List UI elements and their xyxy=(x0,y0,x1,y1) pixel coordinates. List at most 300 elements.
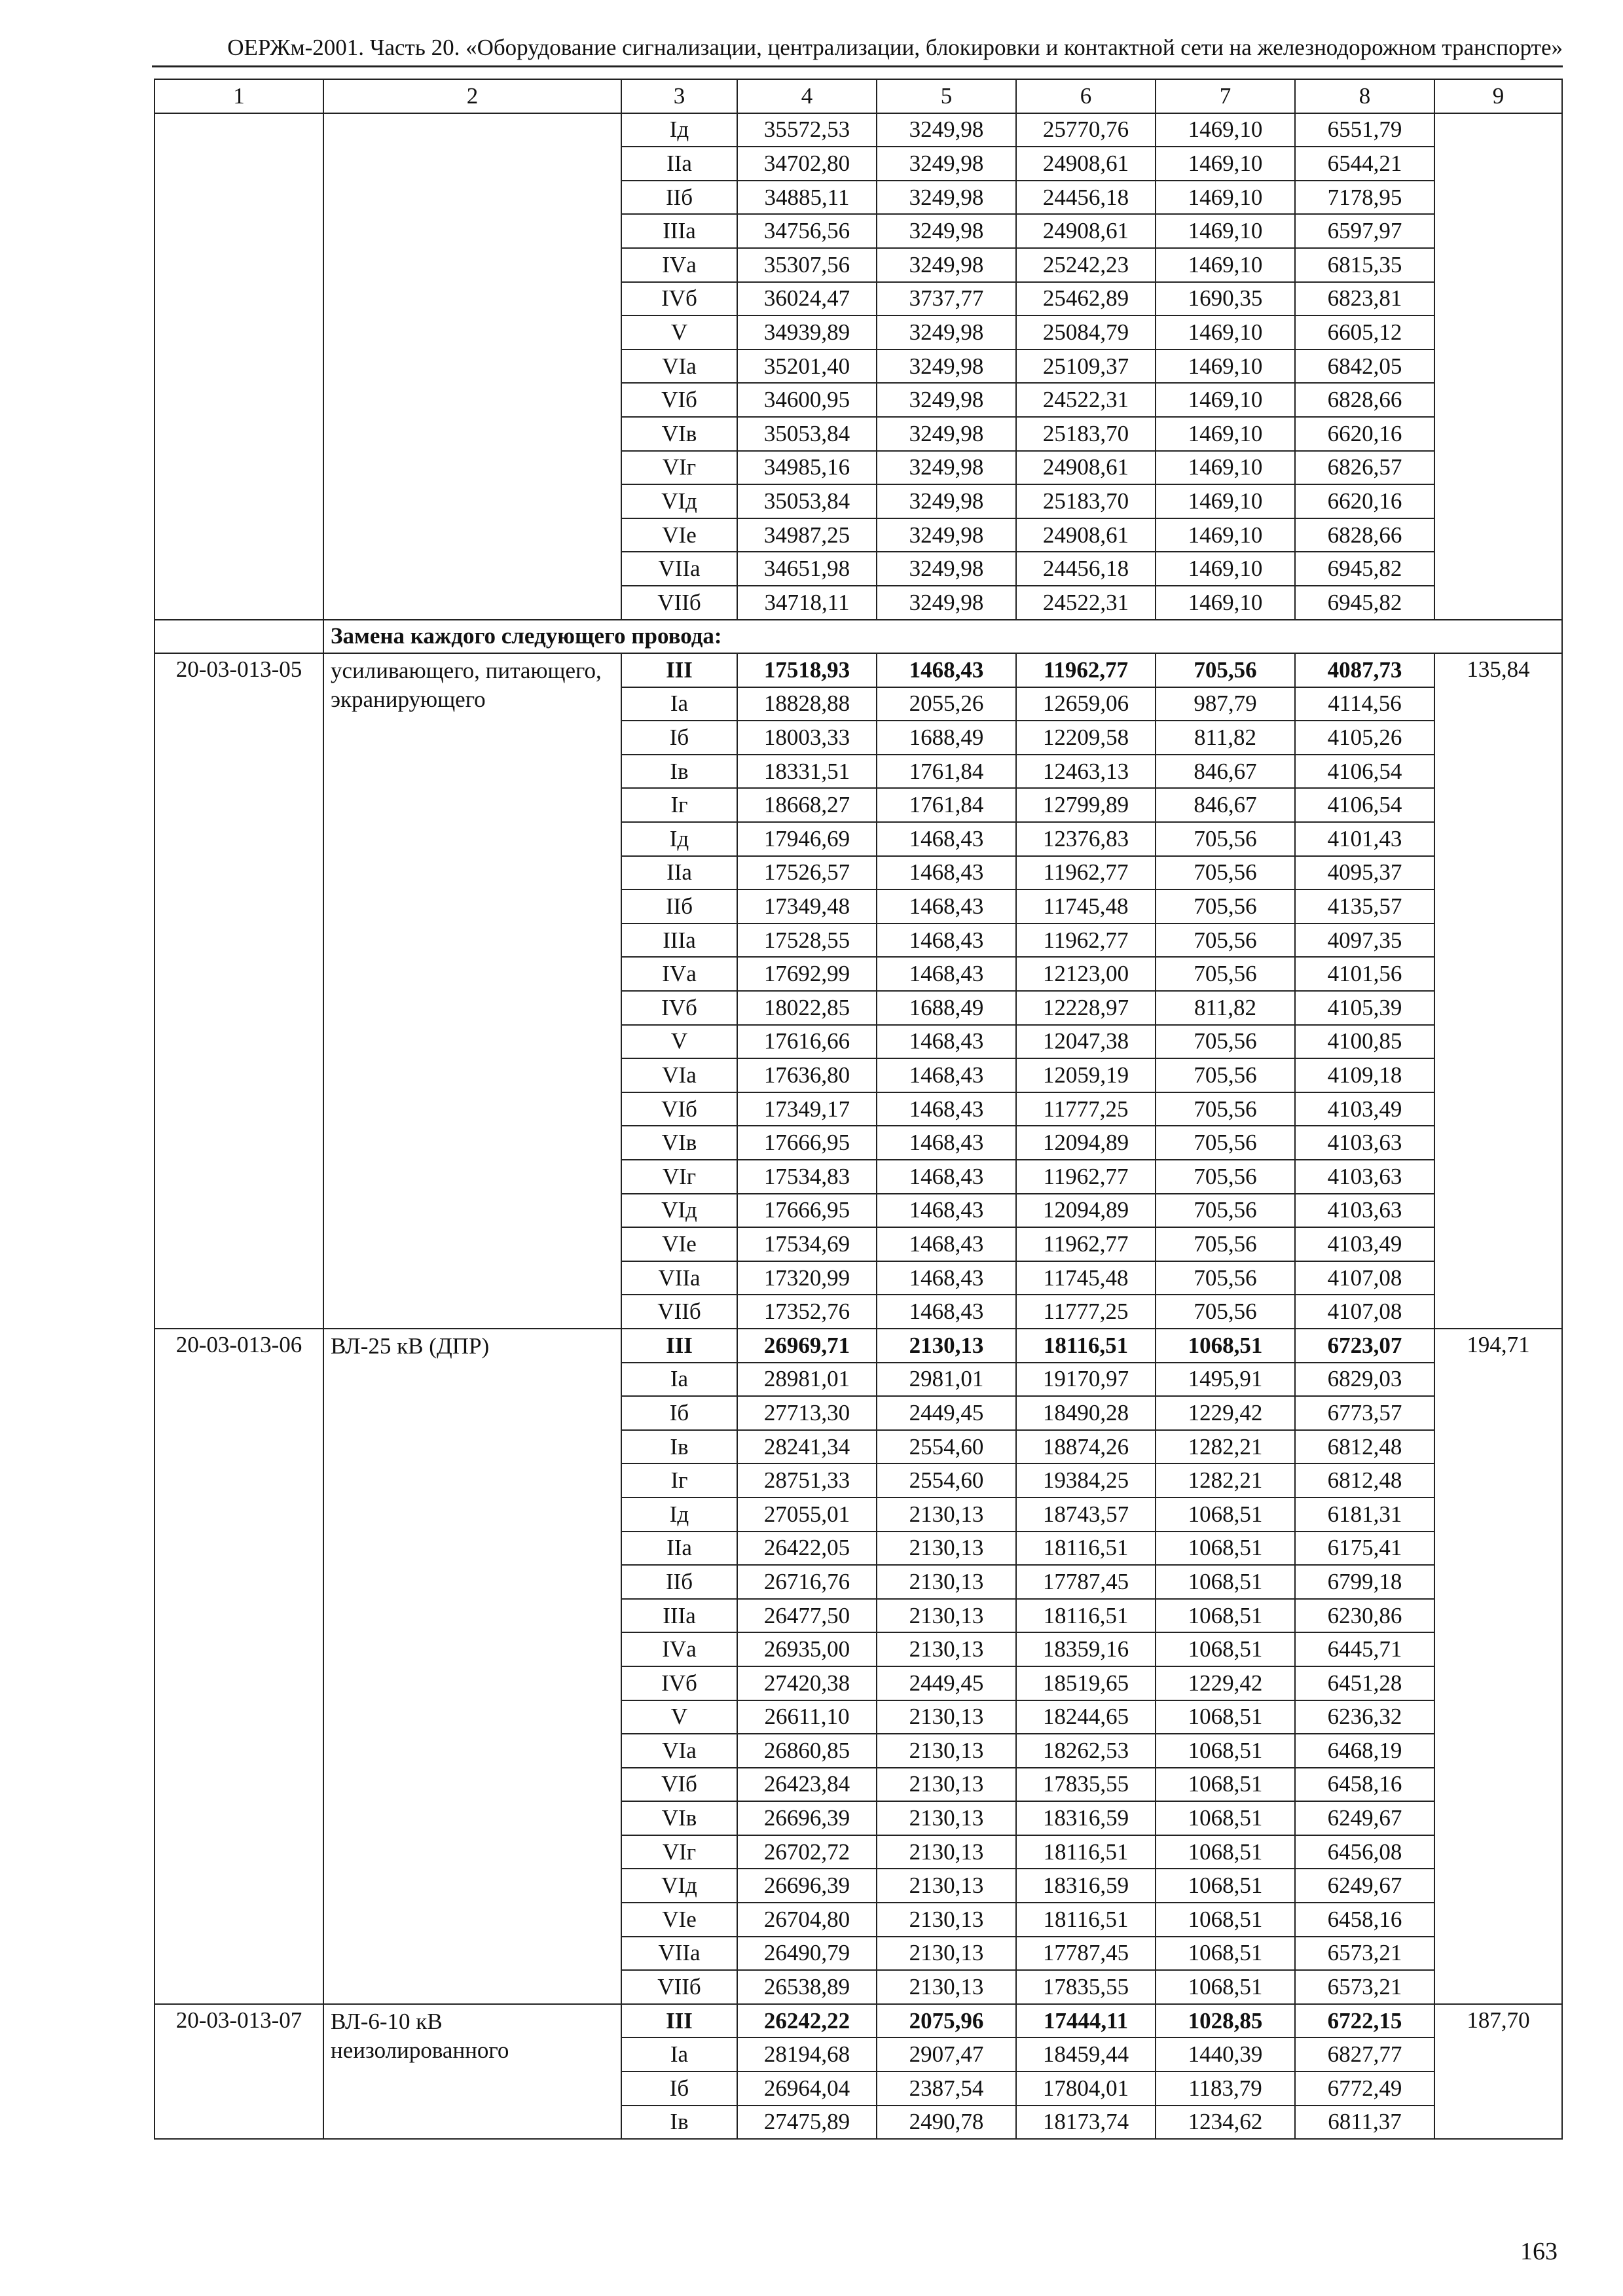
value-cell: 17946,69 xyxy=(737,822,877,856)
column-header: 3 xyxy=(621,79,737,113)
value-cell: 6815,35 xyxy=(1295,248,1434,282)
class-cell: V xyxy=(621,1025,737,1059)
value-cell: 1068,51 xyxy=(1156,1903,1295,1937)
name-cell xyxy=(323,113,621,620)
value-cell: 17636,80 xyxy=(737,1058,877,1092)
value-cell: 27475,89 xyxy=(737,2106,877,2140)
class-cell: VIIа xyxy=(621,552,737,586)
value-cell: 25109,37 xyxy=(1016,350,1156,384)
value-cell: 18459,44 xyxy=(1016,2037,1156,2072)
value-cell: 6842,05 xyxy=(1295,350,1434,384)
value-cell: 6551,79 xyxy=(1295,113,1434,147)
class-cell: V xyxy=(621,315,737,350)
class-cell: VIб xyxy=(621,1768,737,1802)
value-cell: 6620,16 xyxy=(1295,417,1434,451)
value-cell: 6236,32 xyxy=(1295,1700,1434,1734)
value-cell: 3737,77 xyxy=(877,282,1016,316)
value-cell: 17352,76 xyxy=(737,1295,877,1329)
value-cell: 6773,57 xyxy=(1295,1396,1434,1430)
value-cell: 3249,98 xyxy=(877,350,1016,384)
section-title: Замена каждого следующего провода: xyxy=(323,620,1562,654)
value-cell: 26423,84 xyxy=(737,1768,877,1802)
value-cell: 1469,10 xyxy=(1156,350,1295,384)
value-cell: 17787,45 xyxy=(1016,1565,1156,1599)
class-cell: VIIа xyxy=(621,1261,737,1295)
value-cell: 6827,77 xyxy=(1295,2037,1434,2072)
class-cell: IVб xyxy=(621,991,737,1025)
column-header: 9 xyxy=(1434,79,1562,113)
value-cell: 1229,42 xyxy=(1156,1396,1295,1430)
value-cell: 26538,89 xyxy=(737,1970,877,2004)
value-cell: 26422,05 xyxy=(737,1532,877,1566)
value-cell: 3249,98 xyxy=(877,518,1016,552)
value-cell: 26696,39 xyxy=(737,1869,877,1903)
value-cell: 18490,28 xyxy=(1016,1396,1156,1430)
value-cell: 2449,45 xyxy=(877,1396,1016,1430)
column-header: 7 xyxy=(1156,79,1295,113)
value-cell: 4114,56 xyxy=(1295,687,1434,721)
value-cell: 2130,13 xyxy=(877,1801,1016,1835)
value-cell: 4107,08 xyxy=(1295,1261,1434,1295)
value-cell: 6945,82 xyxy=(1295,586,1434,620)
value-cell: 4107,08 xyxy=(1295,1295,1434,1329)
value-cell: 6230,86 xyxy=(1295,1599,1434,1633)
value-cell: 1068,51 xyxy=(1156,1801,1295,1835)
value-cell: 2055,26 xyxy=(877,687,1016,721)
value-cell: 6456,08 xyxy=(1295,1835,1434,1869)
value-cell: 26935,00 xyxy=(737,1632,877,1666)
class-cell: VIд xyxy=(621,1869,737,1903)
value-cell: 18244,65 xyxy=(1016,1700,1156,1734)
class-cell: VIг xyxy=(621,451,737,485)
value-cell: 1068,51 xyxy=(1156,1835,1295,1869)
value-cell: 1282,21 xyxy=(1156,1430,1295,1464)
value-cell: 12123,00 xyxy=(1016,957,1156,991)
value-cell: 25462,89 xyxy=(1016,282,1156,316)
value-cell: 1761,84 xyxy=(877,755,1016,789)
class-cell: VIв xyxy=(621,1126,737,1160)
value-cell: 1469,10 xyxy=(1156,315,1295,350)
value-cell: 18316,59 xyxy=(1016,1801,1156,1835)
value-cell: 18743,57 xyxy=(1016,1498,1156,1532)
value-cell: 2130,13 xyxy=(877,1734,1016,1768)
class-cell: V xyxy=(621,1700,737,1734)
value-cell: 1495,91 xyxy=(1156,1363,1295,1397)
class-cell: Iд xyxy=(621,822,737,856)
value-cell: 34651,98 xyxy=(737,552,877,586)
value-cell: 17787,45 xyxy=(1016,1937,1156,1971)
value-cell: 1468,43 xyxy=(877,1194,1016,1228)
column-header-row xyxy=(155,79,1562,113)
value-cell: 11962,77 xyxy=(1016,856,1156,890)
value-cell: 6811,37 xyxy=(1295,2106,1434,2140)
value-cell: 1469,10 xyxy=(1156,248,1295,282)
value-cell: 6181,31 xyxy=(1295,1498,1434,1532)
value-cell: 6451,28 xyxy=(1295,1666,1434,1700)
class-cell: IIа xyxy=(621,147,737,181)
class-cell: VIд xyxy=(621,1194,737,1228)
value-cell: 1468,43 xyxy=(877,924,1016,958)
empty-cell xyxy=(155,620,323,654)
value-cell: 12094,89 xyxy=(1016,1194,1156,1228)
value-cell: 26242,22 xyxy=(737,2004,877,2038)
value-cell: 6826,57 xyxy=(1295,451,1434,485)
value-cell: 17616,66 xyxy=(737,1025,877,1059)
value-cell: 1690,35 xyxy=(1156,282,1295,316)
value-cell: 18874,26 xyxy=(1016,1430,1156,1464)
value-cell: 24908,61 xyxy=(1016,214,1156,248)
value-cell: 6828,66 xyxy=(1295,383,1434,417)
value-cell: 2490,78 xyxy=(877,2106,1016,2140)
value-cell: 4103,63 xyxy=(1295,1126,1434,1160)
page-number: 163 xyxy=(1520,2238,1558,2265)
value-cell: 17526,57 xyxy=(737,856,877,890)
value-cell: 705,56 xyxy=(1156,1295,1295,1329)
value-cell: 18262,53 xyxy=(1016,1734,1156,1768)
class-cell: VIв xyxy=(621,1801,737,1835)
value-cell: 705,56 xyxy=(1156,1160,1295,1194)
column-header: 4 xyxy=(737,79,877,113)
value-cell: 35053,84 xyxy=(737,417,877,451)
value-cell: 1229,42 xyxy=(1156,1666,1295,1700)
value-cell: 18116,51 xyxy=(1016,1599,1156,1633)
value-cell: 1468,43 xyxy=(877,822,1016,856)
code-cell: 20-03-013-05 xyxy=(155,653,323,1329)
name-cell: ВЛ-6-10 кВ неизолированного xyxy=(323,2004,621,2139)
class-cell: IIб xyxy=(621,181,737,215)
value-cell: 1468,43 xyxy=(877,856,1016,890)
class-cell: VIе xyxy=(621,1227,737,1261)
value-cell: 12463,13 xyxy=(1016,755,1156,789)
class-cell: VIб xyxy=(621,1092,737,1126)
value-cell: 18519,65 xyxy=(1016,1666,1156,1700)
value-cell: 4101,43 xyxy=(1295,822,1434,856)
class-cell: IVб xyxy=(621,1666,737,1700)
class-cell: Iд xyxy=(621,113,737,147)
value-cell: 2554,60 xyxy=(877,1430,1016,1464)
value-cell: 1688,49 xyxy=(877,991,1016,1025)
value-cell: 26611,10 xyxy=(737,1700,877,1734)
value-cell: 2130,13 xyxy=(877,1869,1016,1903)
value-cell: 2981,01 xyxy=(877,1363,1016,1397)
class-cell: Iв xyxy=(621,1430,737,1464)
class-cell: IVа xyxy=(621,957,737,991)
value-cell: 26704,80 xyxy=(737,1903,877,1937)
value-cell: 2130,13 xyxy=(877,1970,1016,2004)
value-cell: 1469,10 xyxy=(1156,451,1295,485)
value-cell: 24456,18 xyxy=(1016,552,1156,586)
value-cell: 26969,71 xyxy=(737,1329,877,1363)
value-cell: 1469,10 xyxy=(1156,417,1295,451)
value-cell: 6458,16 xyxy=(1295,1903,1434,1937)
value-cell: 4097,35 xyxy=(1295,924,1434,958)
value-cell: 2130,13 xyxy=(877,1329,1016,1363)
value-cell: 4105,39 xyxy=(1295,991,1434,1025)
value-cell: 24522,31 xyxy=(1016,383,1156,417)
value-cell: 3249,98 xyxy=(877,417,1016,451)
value-cell: 17666,95 xyxy=(737,1126,877,1160)
value-cell: 34756,56 xyxy=(737,214,877,248)
value-cell: 24456,18 xyxy=(1016,181,1156,215)
value-cell: 705,56 xyxy=(1156,957,1295,991)
value-cell: 6829,03 xyxy=(1295,1363,1434,1397)
value-cell: 1468,43 xyxy=(877,1126,1016,1160)
class-cell: VIд xyxy=(621,484,737,518)
table-row xyxy=(155,653,1562,687)
class-cell: VIIб xyxy=(621,1295,737,1329)
value-cell: 2130,13 xyxy=(877,1632,1016,1666)
value-cell: 17835,55 xyxy=(1016,1970,1156,2004)
value-cell: 6723,07 xyxy=(1295,1329,1434,1363)
value-cell: 1469,10 xyxy=(1156,518,1295,552)
value-cell: 1068,51 xyxy=(1156,1937,1295,1971)
value-cell: 17534,83 xyxy=(737,1160,877,1194)
class-cell: IIб xyxy=(621,1565,737,1599)
value-cell: 12376,83 xyxy=(1016,822,1156,856)
value-cell: 987,79 xyxy=(1156,687,1295,721)
class-cell: III xyxy=(621,2004,737,2038)
value-cell: 1469,10 xyxy=(1156,181,1295,215)
value-cell: 705,56 xyxy=(1156,653,1295,687)
value-cell: 36024,47 xyxy=(737,282,877,316)
value-cell: 2130,13 xyxy=(877,1700,1016,1734)
value-cell: 11962,77 xyxy=(1016,1160,1156,1194)
page-header: ОЕРЖм-2001. Часть 20. «Оборудование сигнализации, централизации, блокировки и контактной сети на железнодорожном транспорте» xyxy=(152,33,1563,67)
class-cell: VIб xyxy=(621,383,737,417)
value-cell: 3249,98 xyxy=(877,248,1016,282)
value-cell: 1468,43 xyxy=(877,653,1016,687)
value-cell: 3249,98 xyxy=(877,147,1016,181)
value-cell: 6823,81 xyxy=(1295,282,1434,316)
value-cell: 34600,95 xyxy=(737,383,877,417)
value-cell: 1440,39 xyxy=(1156,2037,1295,2072)
class-cell: VIа xyxy=(621,1734,737,1768)
column-header: 6 xyxy=(1016,79,1156,113)
value-cell: 11777,25 xyxy=(1016,1295,1156,1329)
value-cell: 1469,10 xyxy=(1156,484,1295,518)
extra-cell: 187,70 xyxy=(1434,2004,1562,2139)
value-cell: 17835,55 xyxy=(1016,1768,1156,1802)
class-cell: VIа xyxy=(621,350,737,384)
value-cell: 3249,98 xyxy=(877,586,1016,620)
value-cell: 4103,49 xyxy=(1295,1227,1434,1261)
value-cell: 4105,26 xyxy=(1295,721,1434,755)
value-cell: 18359,16 xyxy=(1016,1632,1156,1666)
class-cell: VIIа xyxy=(621,1937,737,1971)
class-cell: IIIа xyxy=(621,214,737,248)
value-cell: 35201,40 xyxy=(737,350,877,384)
column-header: 1 xyxy=(155,79,323,113)
value-cell: 1068,51 xyxy=(1156,1632,1295,1666)
value-cell: 6597,97 xyxy=(1295,214,1434,248)
table-row xyxy=(155,2004,1562,2038)
value-cell: 6722,15 xyxy=(1295,2004,1434,2038)
value-cell: 705,56 xyxy=(1156,1227,1295,1261)
value-cell: 1469,10 xyxy=(1156,383,1295,417)
value-cell: 34985,16 xyxy=(737,451,877,485)
value-cell: 6445,71 xyxy=(1295,1632,1434,1666)
value-cell: 2130,13 xyxy=(877,1532,1016,1566)
value-cell: 18173,74 xyxy=(1016,2106,1156,2140)
value-cell: 26490,79 xyxy=(737,1937,877,1971)
value-cell: 1468,43 xyxy=(877,957,1016,991)
column-header: 8 xyxy=(1295,79,1434,113)
value-cell: 705,56 xyxy=(1156,1025,1295,1059)
value-cell: 6620,16 xyxy=(1295,484,1434,518)
table-body xyxy=(155,79,1562,2139)
value-cell: 1468,43 xyxy=(877,1058,1016,1092)
value-cell: 17320,99 xyxy=(737,1261,877,1295)
class-cell: Iб xyxy=(621,721,737,755)
value-cell: 4103,63 xyxy=(1295,1194,1434,1228)
value-cell: 1761,84 xyxy=(877,788,1016,822)
class-cell: IVб xyxy=(621,282,737,316)
value-cell: 1183,79 xyxy=(1156,2072,1295,2106)
value-cell: 705,56 xyxy=(1156,856,1295,890)
class-cell: Iд xyxy=(621,1498,737,1532)
value-cell: 18828,88 xyxy=(737,687,877,721)
value-cell: 1068,51 xyxy=(1156,1532,1295,1566)
extra-cell xyxy=(1434,113,1562,620)
class-cell: Iа xyxy=(621,2037,737,2072)
value-cell: 3249,98 xyxy=(877,552,1016,586)
value-cell: 811,82 xyxy=(1156,721,1295,755)
value-cell: 34939,89 xyxy=(737,315,877,350)
value-cell: 35572,53 xyxy=(737,113,877,147)
value-cell: 17444,11 xyxy=(1016,2004,1156,2038)
value-cell: 25770,76 xyxy=(1016,113,1156,147)
code-cell: 20-03-013-06 xyxy=(155,1329,323,2004)
value-cell: 6573,21 xyxy=(1295,1970,1434,2004)
value-cell: 28194,68 xyxy=(737,2037,877,2072)
value-cell: 7178,95 xyxy=(1295,181,1434,215)
value-cell: 1068,51 xyxy=(1156,1329,1295,1363)
value-cell: 6175,41 xyxy=(1295,1532,1434,1566)
value-cell: 35053,84 xyxy=(737,484,877,518)
value-cell: 6458,16 xyxy=(1295,1768,1434,1802)
value-cell: 1234,62 xyxy=(1156,2106,1295,2140)
value-cell: 18116,51 xyxy=(1016,1903,1156,1937)
column-header: 2 xyxy=(323,79,621,113)
value-cell: 18116,51 xyxy=(1016,1835,1156,1869)
value-cell: 1468,43 xyxy=(877,1025,1016,1059)
value-cell: 4103,49 xyxy=(1295,1092,1434,1126)
value-cell: 24908,61 xyxy=(1016,451,1156,485)
value-cell: 3249,98 xyxy=(877,484,1016,518)
value-cell: 4103,63 xyxy=(1295,1160,1434,1194)
extra-cell: 135,84 xyxy=(1434,653,1562,1329)
value-cell: 19170,97 xyxy=(1016,1363,1156,1397)
value-cell: 12047,38 xyxy=(1016,1025,1156,1059)
value-cell: 1688,49 xyxy=(877,721,1016,755)
value-cell: 6605,12 xyxy=(1295,315,1434,350)
value-cell: 811,82 xyxy=(1156,991,1295,1025)
value-cell: 846,67 xyxy=(1156,755,1295,789)
value-cell: 705,56 xyxy=(1156,1092,1295,1126)
value-cell: 1469,10 xyxy=(1156,147,1295,181)
value-cell: 2130,13 xyxy=(877,1768,1016,1802)
value-cell: 2130,13 xyxy=(877,1599,1016,1633)
value-cell: 1468,43 xyxy=(877,1261,1016,1295)
class-cell: VIг xyxy=(621,1835,737,1869)
class-cell: Iв xyxy=(621,2106,737,2140)
class-cell: VIIб xyxy=(621,1970,737,2004)
value-cell: 18331,51 xyxy=(737,755,877,789)
value-cell: 18003,33 xyxy=(737,721,877,755)
value-cell: 1469,10 xyxy=(1156,214,1295,248)
value-cell: 27055,01 xyxy=(737,1498,877,1532)
value-cell: 2130,13 xyxy=(877,1937,1016,1971)
value-cell: 1469,10 xyxy=(1156,552,1295,586)
value-cell: 11962,77 xyxy=(1016,924,1156,958)
value-cell: 18116,51 xyxy=(1016,1532,1156,1566)
value-cell: 1068,51 xyxy=(1156,1734,1295,1768)
value-cell: 12659,06 xyxy=(1016,687,1156,721)
value-cell: 6468,19 xyxy=(1295,1734,1434,1768)
class-cell: Iг xyxy=(621,788,737,822)
value-cell: 846,67 xyxy=(1156,788,1295,822)
class-cell: VIе xyxy=(621,518,737,552)
value-cell: 26477,50 xyxy=(737,1599,877,1633)
class-cell: III xyxy=(621,1329,737,1363)
value-cell: 1468,43 xyxy=(877,1227,1016,1261)
value-cell: 25084,79 xyxy=(1016,315,1156,350)
value-cell: 705,56 xyxy=(1156,1058,1295,1092)
value-cell: 28751,33 xyxy=(737,1463,877,1498)
value-cell: 4135,57 xyxy=(1295,889,1434,924)
value-cell: 2130,13 xyxy=(877,1835,1016,1869)
value-cell: 28241,34 xyxy=(737,1430,877,1464)
class-cell: VIIб xyxy=(621,586,737,620)
value-cell: 6812,48 xyxy=(1295,1463,1434,1498)
value-cell: 6573,21 xyxy=(1295,1937,1434,1971)
class-cell: Iб xyxy=(621,2072,737,2106)
class-cell: Iб xyxy=(621,1396,737,1430)
value-cell: 2075,96 xyxy=(877,2004,1016,2038)
value-cell: 12059,19 xyxy=(1016,1058,1156,1092)
value-cell: 34885,11 xyxy=(737,181,877,215)
value-cell: 3249,98 xyxy=(877,383,1016,417)
table-row xyxy=(155,1329,1562,1363)
class-cell: IIа xyxy=(621,856,737,890)
value-cell: 4095,37 xyxy=(1295,856,1434,890)
value-cell: 705,56 xyxy=(1156,889,1295,924)
value-cell: 17349,48 xyxy=(737,889,877,924)
name-cell: усиливающего, питающего, экранирующего xyxy=(323,653,621,1329)
value-cell: 4109,18 xyxy=(1295,1058,1434,1092)
value-cell: 2907,47 xyxy=(877,2037,1016,2072)
value-cell: 17692,99 xyxy=(737,957,877,991)
value-cell: 6828,66 xyxy=(1295,518,1434,552)
value-cell: 2554,60 xyxy=(877,1463,1016,1498)
table-row xyxy=(155,113,1562,147)
value-cell: 34987,25 xyxy=(737,518,877,552)
value-cell: 26696,39 xyxy=(737,1801,877,1835)
value-cell: 6249,67 xyxy=(1295,1869,1434,1903)
value-cell: 25242,23 xyxy=(1016,248,1156,282)
value-cell: 4101,56 xyxy=(1295,957,1434,991)
column-header: 5 xyxy=(877,79,1016,113)
value-cell: 24522,31 xyxy=(1016,586,1156,620)
value-cell: 24908,61 xyxy=(1016,147,1156,181)
value-cell: 1068,51 xyxy=(1156,1498,1295,1532)
code-cell: 20-03-013-07 xyxy=(155,2004,323,2139)
value-cell: 2130,13 xyxy=(877,1565,1016,1599)
value-cell: 25183,70 xyxy=(1016,417,1156,451)
value-cell: 25183,70 xyxy=(1016,484,1156,518)
value-cell: 1068,51 xyxy=(1156,1700,1295,1734)
value-cell: 4106,54 xyxy=(1295,788,1434,822)
